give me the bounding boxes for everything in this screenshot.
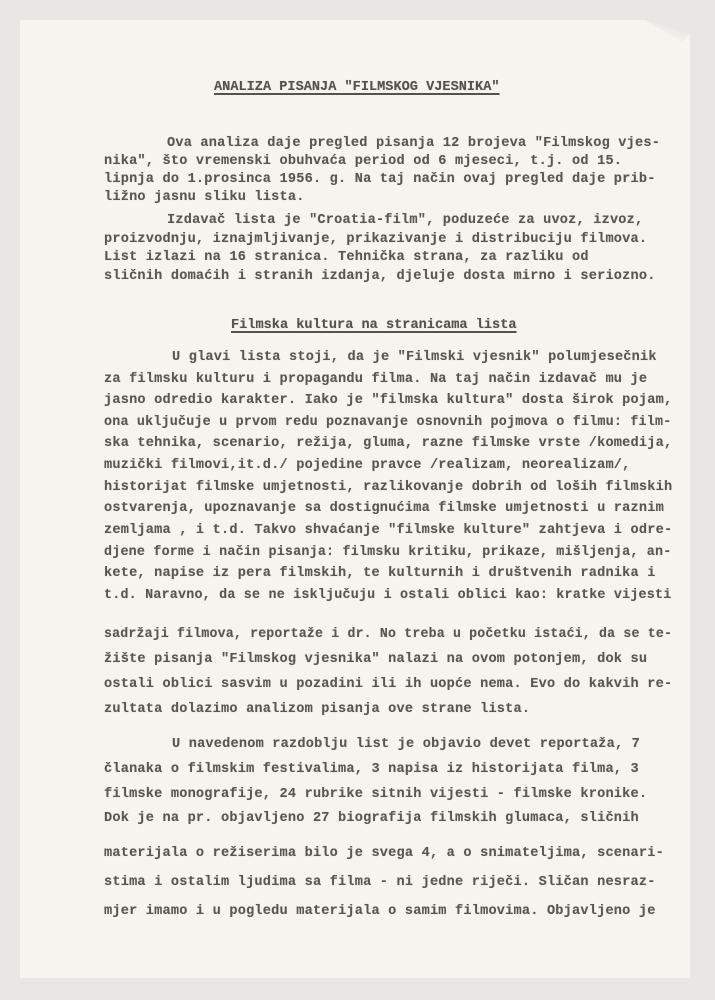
text-line: za filmsku kulturu i propagandu filma. Na taj način izdavač mu je: [104, 372, 648, 387]
text-line: t.d. Naravno, da se ne isključuju i ostali oblici kao: kratke vijesti: [104, 588, 672, 603]
text-line: jasno odredio karakter. Iako je "filmska kultura" dosta širok pojam,: [104, 393, 673, 408]
text-line: Ova analiza daje pregled pisanja 12 brojeva "Filmskog vjes-: [167, 136, 661, 151]
section-heading: Filmska kultura na stranicama lista: [231, 318, 517, 333]
document-title: ANALIZA PISANJA "FILMSKOG VJESNIKA": [214, 80, 500, 95]
text-line: Dok je na pr. objavljeno 27 biografija filmskih glumaca, sličnih: [104, 811, 639, 826]
text-line: List izlazi na 16 stranica. Tehnička strana, za razliku od: [104, 250, 589, 265]
text-line: U navedenom razdoblju list je objavio devet reportaža, 7: [172, 737, 641, 752]
text-line: članaka o filmskim festivalima, 3 napisa iz historijata filma, 3: [104, 762, 639, 777]
text-line: lipnja do 1.prosinca 1956. g. Na taj način ovaj pregled daje prib-: [104, 172, 656, 187]
text-line: stima i ostalim ljudima sa filma - ni jedne riječi. Sličan nesraz-: [104, 875, 656, 890]
text-line: ska tehnika, scenario, režija, gluma, razne filmske vrste /komedija,: [104, 436, 673, 451]
text-line: ostvarenja, upoznavanje sa dostignućima filmske umjetnosti u raznim: [104, 501, 664, 516]
text-line: žište pisanja "Filmskog vjesnika" nalazi na ovom potonjem, dok su: [104, 652, 648, 667]
text-line: ona uključuje u prvom redu poznavanje osnovnih pojmova o filmu: film-: [104, 415, 672, 430]
text-line: zultata dolazimo analizom pisanja ove strane lista.: [104, 702, 531, 717]
text-line: zemljama , i t.d. Takvo shvaćanje "filmske kulture" zahtjeva i odre-: [104, 523, 673, 538]
text-line: materijala o režiserima bilo je svega 4, a o snimateljima, scenari-: [104, 846, 664, 861]
text-line: historijat filmske umjetnosti, razlikovanje dobrih od loših filmskih: [104, 480, 673, 495]
text-line: filmske monografije, 24 rubrike sitnih vijesti - filmske kronike.: [104, 787, 648, 802]
text-line: djene forme i način pisanja: filmsku kritiku, prikaze, mišljenja, an-: [104, 545, 672, 560]
text-line: kete, napise iz pera filmskih, te kulturnih i društvenih radnika i: [104, 566, 656, 581]
text-line: ližno jasnu sliku lista.: [104, 190, 305, 205]
text-line: mjer imamo i u pogledu materijala o samim filmovima. Objavljeno je: [104, 904, 656, 919]
text-line: nika", što vremenski obuhvaća period od 6 mjeseci, t.j. od 15.: [104, 154, 623, 169]
text-line: U glavi lista stoji, da je "Filmski vjesnik" polumjesečnik: [172, 350, 657, 365]
text-line: sadržaji filmova, reportaže i dr. No treba u početku istaći, da se te-: [104, 627, 673, 642]
text-line: proizvodnju, iznajmljivanje, prikazivanje i distribuciju filmova.: [104, 232, 648, 247]
text-line: muzički filmovi,it.d./ pojedine pravce /realizam, neorealizam/,: [104, 458, 631, 473]
text-line: ostali oblici sasvim u pozadini ili ih uopće nema. Evo do kakvih re-: [104, 677, 673, 692]
text-line: Izdavač lista je "Croatia-film", poduzeće za uvoz, izvoz,: [167, 213, 644, 228]
text-line: sličnih domaćih i stranih izdanja, djeluje dosta mirno i seriozno.: [104, 269, 656, 284]
